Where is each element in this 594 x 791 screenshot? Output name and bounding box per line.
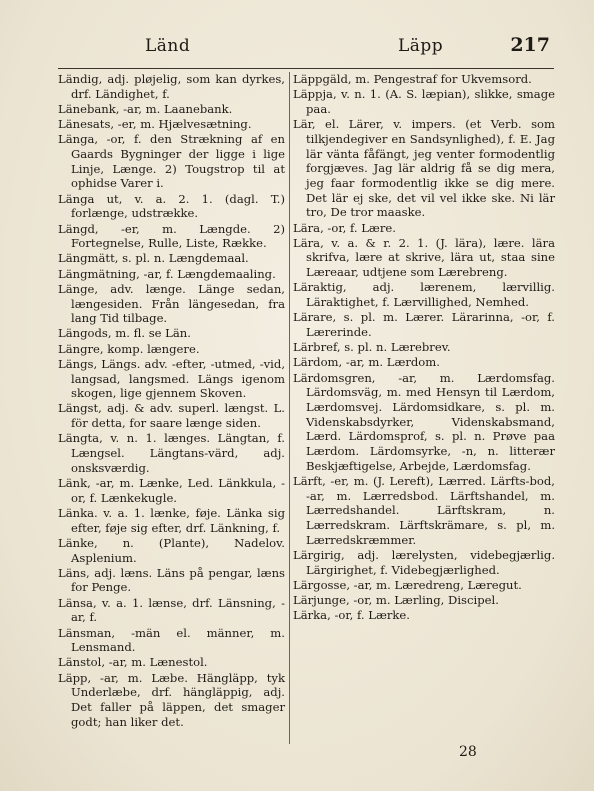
dictionary-entry: Lärft, -er, m. (J. Lereft), Lærred. Lärfts-bod, -ar, m. Lærredsbod. Lärftshandel, m. Lærredshandel. Lärftskram, n. Lærredskram. Lärftskrämare, s. pl, m. Lærredskræmmer. <box>293 473 555 547</box>
dictionary-entry: Lära, -or, f. Lære. <box>293 220 396 235</box>
right-guide-word: Läpp <box>398 36 444 56</box>
dictionary-entry: Länga ut, v. a. 2. 1. (dagl. T.) forlænge, udstrække. <box>58 191 285 221</box>
dictionary-entry: Lära, v. a. & r. 2. 1. (J. lära), lære. lära skrifva, lære at skrive, lära ut, staa sine Læreaar, udtjene som Lærebreng. <box>293 235 555 280</box>
dictionary-entry: Längmätning, -ar, f. Længdemaaling. <box>58 266 276 281</box>
dictionary-entry: Läppja, v. n. 1. (A. S. læpian), slikke, smage paa. <box>293 87 555 116</box>
dictionary-entry: Länesats, -er, m. Hjælvesætning. <box>58 117 252 132</box>
dictionary-entry: Länstol, -ar, m. Lænestol. <box>58 655 208 670</box>
page-header <box>60 30 550 60</box>
dictionary-entry: Länke, n. (Plante), Nadelov. Asplenium. <box>58 535 285 565</box>
dictionary-entry: Längre, komp. længere. <box>58 341 200 356</box>
dictionary-entry: Ländig, adj. pløjelig, som kan dyrkes, drf. Ländighet, f. <box>58 72 285 101</box>
dictionary-entry: Läppgäld, m. Pengestraf for Ukvemsord. <box>293 72 532 86</box>
dictionary-entry: Länga, -or, f. den Strækning af en Gaards Bygninger der ligge i lige Linje, Længe. 2) Tougstrop til at ophidse Varer i. <box>58 132 285 191</box>
dictionary-entry: Lärbref, s. pl. n. Lærebrev. <box>293 340 451 355</box>
dictionary-entry: Lärka, -or, f. Lærke. <box>293 608 410 623</box>
right-column <box>293 72 555 624</box>
dictionary-entry: Länebank, -ar, m. Laanebank. <box>58 101 233 116</box>
left-guide-word: Länd <box>145 36 191 56</box>
page-number: 217 <box>510 34 550 56</box>
dictionary-entry: Längmätt, s. pl. n. Længdemaal. <box>58 251 249 266</box>
dictionary-entry: Läpp, -ar, m. Læbe. Hängläpp, tyk Underlæbe, drf. hängläppig, adj. Det faller på läppen, det smager godt; han liker det. <box>58 670 285 729</box>
signature-mark: 28 <box>459 744 477 760</box>
dictionary-entry: Lärdom, -ar, m. Lærdom. <box>293 355 440 370</box>
dictionary-entry: Längods, m. fl. se Län. <box>58 326 191 341</box>
dictionary-entry: Länge, adv. længe. Länge sedan, længesiden. Från längesedan, fra lang Tid tilbage. <box>58 281 285 326</box>
dictionary-entry: Länk, -ar, m. Lænke, Led. Länkkula, -or, f. Lænkekugle. <box>58 475 285 505</box>
header-rule <box>58 68 554 69</box>
dictionary-entry: Lärare, s. pl. m. Lærer. Lärarinna, -or, f. Lærerinde. <box>293 310 555 339</box>
dictionary-entry: Längd, -er, m. Længde. 2) Fortegnelse, Rulle, Liste, Række. <box>58 221 285 251</box>
dictionary-entry: Lärdomsgren, -ar, m. Lærdomsfag. Lärdomsväg, m. med Hensyn til Lærdom, Lærdomsvej. Lärdomsidkare, s. pl. m. Videnskabsdyrker, Videnskabsmand, Lærd. Lärdomsprof, s. pl. n. Prøve paa Lærdom. Lärdomsyrke, -n, n. litterær Beskjæftigelse, Arbejde, Lærdomsfag. <box>293 370 555 473</box>
dictionary-entry: Lärjunge, -or, m. Lærling, Discipel. <box>293 593 499 608</box>
left-column <box>58 72 285 730</box>
dictionary-entry: Länsa, v. a. 1. lænse, drf. Länsning, -ar, f. <box>58 595 285 625</box>
dictionary-entry: Längta, v. n. 1. længes. Längtan, f. Længsel. Längtans-värd, adj. onsksværdig. <box>58 431 285 475</box>
dictionary-entry: Lärgosse, -ar, m. Læredreng, Læregut. <box>293 577 522 592</box>
dictionary-entry: Lärgirig, adj. lærelysten, videbegjærlig. Lärgirighet, f. Videbegjærlighed. <box>293 548 555 577</box>
dictionary-entry: Länka. v. a. 1. lænke, føje. Länka sig efter, føje sig efter, drf. Länkning, f. <box>58 505 285 535</box>
dictionary-entry: Läns, adj. læns. Läns på pengar, læns for Penge. <box>58 565 285 595</box>
dictionary-entry: Längst, adj. & adv. superl. længst. L. för detta, for saare længe siden. <box>58 401 285 431</box>
dictionary-entry: Länsman, -män el. männer, m. Lensmand. <box>58 625 285 655</box>
column-divider <box>289 72 290 744</box>
dictionary-entry: Lär, el. Lärer, v. impers. (et Verb. som tilkjendegiver en Sandsynlighed), f. E. Jag lär vänta fåfängt, jeg venter formodentlig forgjæves. Jag lär aldrig få se dig mera, jeg faar formodentlig ikke se dig mere. Det lär ej ske, det vil vel ikke ske. Ni lär tro, De tror maaske. <box>293 117 555 220</box>
dictionary-entry: Längs, Längs. adv. -efter, -utmed, -vid, langsad, langsmed. Längs igenom skogen, lige gjennem Skoven. <box>58 356 285 401</box>
dictionary-entry: Läraktig, adj. lærenem, lærvillig. Läraktighet, f. Lærvillighed, Nemhed. <box>293 280 555 310</box>
